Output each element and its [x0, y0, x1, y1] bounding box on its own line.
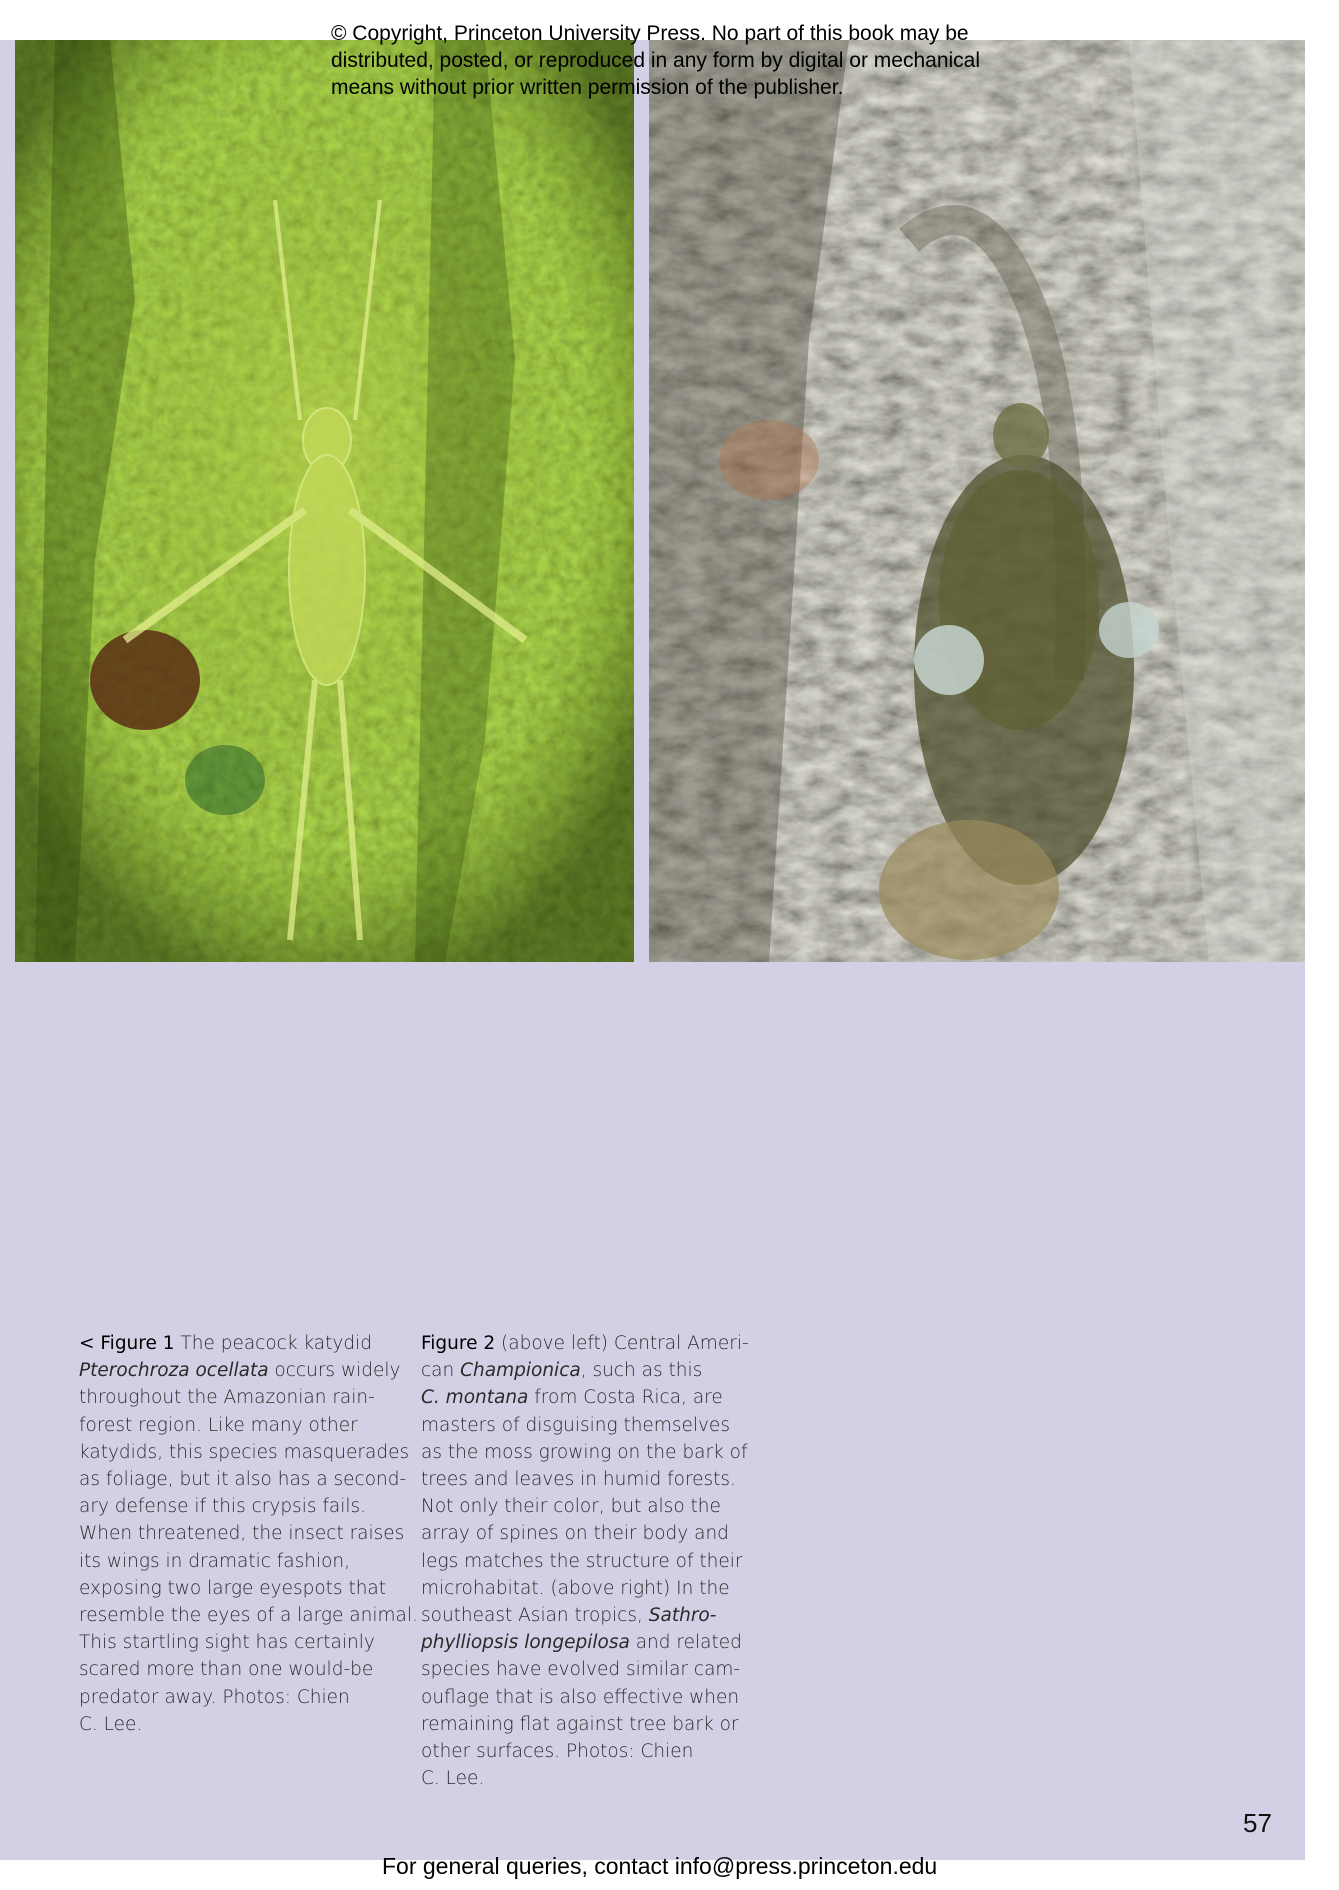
caption-line: masters of disguising themselves	[421, 1414, 730, 1436]
caption-line: other surfaces. Photos: Chien	[421, 1741, 694, 1763]
figure-1-caption	[79, 1330, 418, 1738]
caption-text: southeast Asian tropics,	[421, 1605, 649, 1627]
caption-line: legs matches the structure of their	[421, 1550, 743, 1572]
caption-line: C. Lee.	[79, 1713, 143, 1735]
photo-moss-katydid	[15, 40, 634, 962]
caption-line: its wings in dramatic fashion,	[79, 1550, 351, 1572]
bark-katydid-image	[649, 40, 1305, 962]
caption-line: as foliage, but it also has a second-	[79, 1469, 407, 1491]
caption-line: Not only their color, but also the	[421, 1496, 721, 1518]
caption-line: C. Lee.	[421, 1768, 485, 1790]
caption-line: as the moss growing on the bark of	[421, 1441, 748, 1463]
species-name: phylliopsis longepilosa	[421, 1632, 630, 1654]
caption-line: This startling sight has certainly	[79, 1632, 375, 1654]
genus-name: Championica	[460, 1360, 581, 1382]
species-name: C. montana	[421, 1387, 529, 1409]
caption-line: forest region. Like many other	[79, 1414, 358, 1436]
caption-line: ouflage that is also effective when	[421, 1686, 740, 1708]
copyright-line: © Copyright, Princeton University Press. No part of this book may be	[331, 22, 969, 45]
figure-1-label: < Figure 1	[79, 1333, 175, 1354]
caption-line: resemble the eyes of a large animal.	[79, 1605, 418, 1627]
caption-line: trees and leaves in humid forests.	[421, 1469, 736, 1491]
copyright-line: means without prior written permission of the publisher.	[331, 76, 844, 99]
figure-2-label: Figure 2	[421, 1333, 496, 1354]
caption-text: from Costa Rica, are	[528, 1387, 723, 1409]
caption-text: and related	[629, 1632, 742, 1654]
moss-katydid-image	[15, 40, 634, 962]
caption-line: exposing two large eyespots that	[79, 1577, 387, 1599]
figure-2-caption	[421, 1330, 761, 1792]
caption-line: array of spines on their body and	[421, 1523, 729, 1545]
caption-text: , such as this	[580, 1360, 703, 1382]
species-name: Pterochroza ocellata	[79, 1360, 269, 1382]
caption-line: When threatened, the insect raises	[79, 1523, 405, 1545]
caption-line: scared more than one would-be	[79, 1659, 374, 1681]
caption-line: throughout the Amazonian rain-	[79, 1387, 375, 1409]
caption-line: microhabitat. (above right) In the	[421, 1577, 730, 1599]
copyright-notice	[331, 20, 1021, 101]
caption-line: predator away. Photos: Chien	[79, 1686, 350, 1708]
caption-text: The peacock katydid	[174, 1333, 372, 1354]
species-name: Sathro-	[648, 1605, 717, 1627]
caption-text: occurs widely	[268, 1360, 401, 1382]
photo-bark-katydid	[649, 40, 1305, 962]
footer-contact: For general queries, contact info@press.princeton.edu	[382, 1853, 938, 1879]
caption-line: ary defense if this crypsis fails.	[79, 1496, 367, 1518]
page-number: 57	[1243, 1808, 1272, 1838]
copyright-line: distributed, posted, or reproduced in any form by digital or mechanical	[331, 49, 981, 72]
caption-line: remaining flat against tree bark or	[421, 1713, 739, 1735]
caption-line: species have evolved similar cam-	[421, 1659, 741, 1681]
caption-line: katydids, this species masquerades	[79, 1441, 410, 1463]
caption-text: can	[421, 1360, 461, 1382]
caption-text: (above left) Central Ameri-	[495, 1333, 749, 1354]
